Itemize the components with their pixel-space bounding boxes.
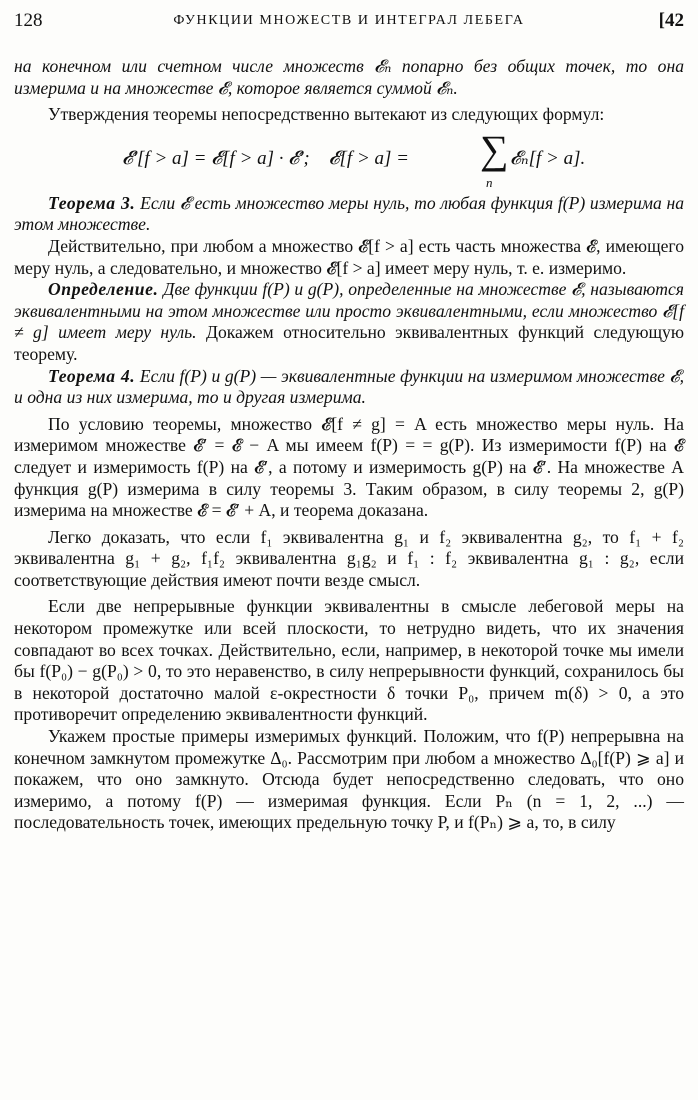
definition-followup: Докажем относительно эквивалентных функций следующую теорему. [14,322,685,364]
paragraph-continuous-functions: Если две непрерывные функции эквивалентны в смысле лебеговой меры на некотором промежутке или всей плоскости, то нетрудно видеть, что их значения совпадают во всех точках. Действительно, если, например, в некоторой точке мы имели бы f(P₀) − g(P₀) > 0, то это неравенство, в силу непрерывности функций, сохранилось бы в некоторой достаточно малой ε-окрестности δ точки P₀, причем m(δ) > 0, а это противоречит определению эквивалентности функций. [14,596,684,725]
definition-label: Определение. [48,279,159,300]
paragraph-proof-3: Действительно, при любом a множество 𝓔[f > a] есть часть множества 𝓔, имеющего меру нуль, а следовательно, и множество 𝓔[f > a] имеет меру нуль, т. е. измеримо. [14,235,684,278]
theorem-continuation: на конечном или счетном числе множеств 𝓔ₙ попарно без общих точек, то она измерима и на множестве 𝓔, которое является суммой 𝓔ₙ. [14,56,684,98]
page-number: 128 [14,10,43,31]
theorem-4-text: Если f(P) и g(P) — эквивалентные функции на измеримом множестве 𝓔, и одна из них измерима, то и другая измерима. [14,365,684,408]
formula-left: 𝓔′[f > a] = 𝓔[f > a] · 𝓔′; 𝓔[f > a] = [122,147,409,169]
section-number: [42 [658,10,684,31]
paragraph-proof-4: По условию теоремы, множество 𝓔[f ≠ g] = A есть множество меры нуль. На измеримом множестве 𝓔′ = 𝓔 − A мы имеем f(P) = = g(P). Из измеримости f(P) на 𝓔 следует и измеримость f(P) на 𝓔′, а потому и измеримость g(P) на 𝓔′. На множестве A функция g(P) измерима в силу теоремы 3. Таким образом, в силу теоремы 2, g(P) измерима на множестве 𝓔 = 𝓔′ + A, и теорема доказана. [14,413,684,521]
summation-index: n [486,174,493,190]
paragraph-examples: Укажем простые примеры измеримых функций. Положим, что f(P) непрерывна на конечном замкнутом промежутке Δ₀. Рассмотрим при любом a множество Δ₀[f(P) ⩾ a] и покажем, что оно замкнуто. Отсюда будет непосредственно следовать, что оно измеримо, а потому f(P) — измеримая функция. Если Pₙ (n = 1, 2, ...) — последовательность точек, имеющих предельную точку P, и f(Pₙ) ⩾ a, то, в силу [14,726,684,833]
definition [14,279,684,365]
page-header [14,10,684,40]
theorem-3 [14,193,684,236]
theorem-3-text: Если 𝓔 есть множество меры нуль, то любая функция f(P) измерима на этом множестве. [14,192,684,235]
running-title: ФУНКЦИИ МНОЖЕСТВ И ИНТЕГРАЛ ЛЕБЕГА [173,13,525,28]
paragraph-equivalence-operations: Легко доказать, что если f₁ эквивалентна g₁ и f₂ эквивалентна g₂, то f₁ + f₂ эквивалентна g₁ + g₂, f₁f₂ эквивалентна g₁g₂ и f₁ : f₂ эквивалентна g₁ : g₂, если соответствующие действия имеют почти везде смысл. [14,526,684,590]
page-body [14,56,684,834]
definition-text: Две функции f(P) и g(P), определенные на множестве 𝓔, называются эквивалентными на этом множестве или просто эквивалентными, если множество 𝓔[f ≠ g] имеет меру нуль. [14,279,684,343]
display-formula [14,126,684,188]
theorem-4-label: Теорема 4. [48,365,136,386]
theorem-4 [14,366,684,409]
paragraph-formulas-intro: Утверждения теоремы непосредственно вытекают из следующих формул: [48,104,605,125]
summation-sign: ∑ [480,126,509,172]
formula-right: 𝓔ₙ[f > a]. [510,147,586,169]
theorem-3-label: Теорема 3. [48,192,136,213]
